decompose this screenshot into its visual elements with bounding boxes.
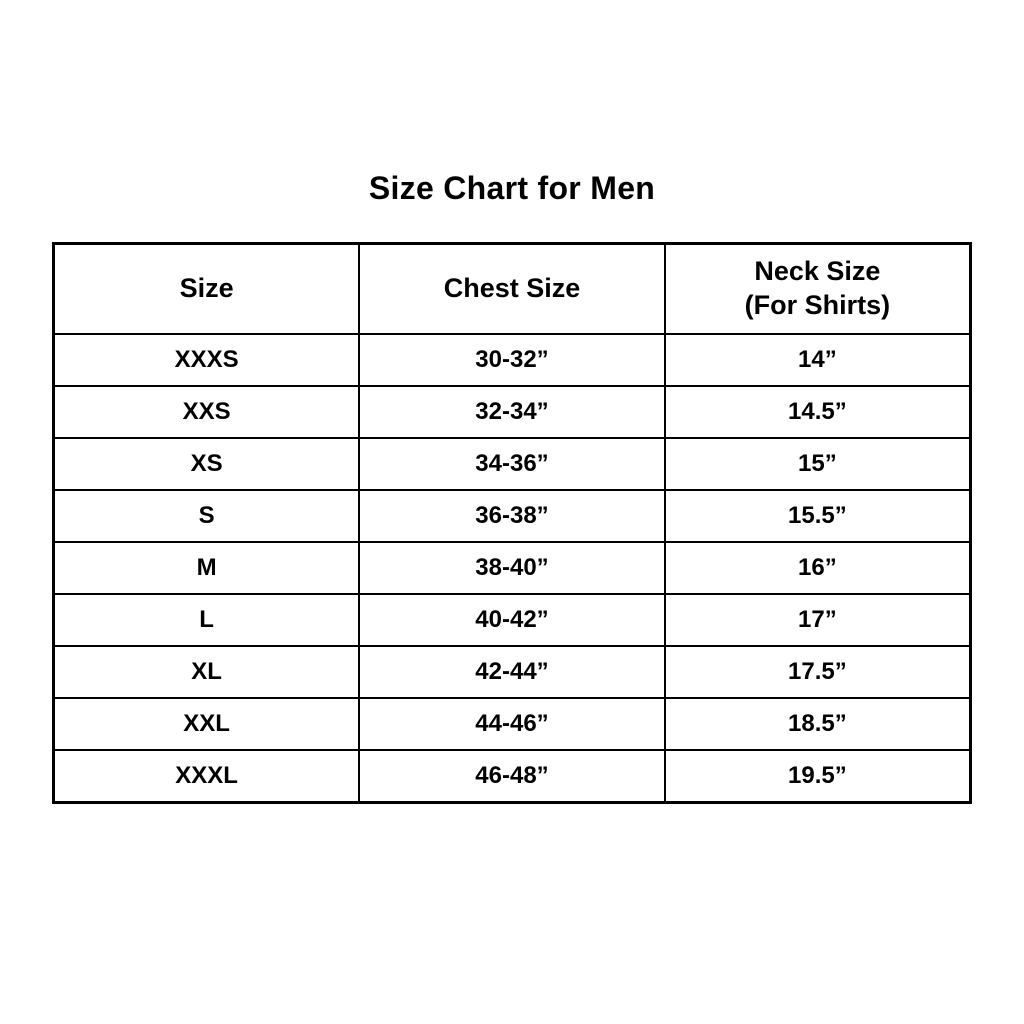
- chest-size-cell: 36-38”: [359, 490, 665, 542]
- table-body: [54, 334, 971, 803]
- chest-size-cell: 32-34”: [359, 386, 665, 438]
- table-row: [54, 490, 971, 542]
- table-row: [54, 750, 971, 803]
- table-row: [54, 386, 971, 438]
- chest-size-cell: 42-44”: [359, 646, 665, 698]
- table-header-row: [54, 244, 971, 335]
- table-row: [54, 542, 971, 594]
- size-cell: XS: [54, 438, 360, 490]
- neck-size-cell: 15.5”: [665, 490, 971, 542]
- column-header-size: Size: [54, 244, 360, 335]
- table-row: [54, 594, 971, 646]
- table-head: [54, 244, 971, 335]
- table-row: [54, 334, 971, 386]
- size-cell: XXL: [54, 698, 360, 750]
- neck-size-cell: 19.5”: [665, 750, 971, 803]
- table-row: [54, 698, 971, 750]
- neck-size-cell: 15”: [665, 438, 971, 490]
- size-cell: XXS: [54, 386, 360, 438]
- neck-size-cell: 18.5”: [665, 698, 971, 750]
- size-cell: S: [54, 490, 360, 542]
- page-title: Size Chart for Men: [368, 170, 656, 206]
- chest-size-cell: 30-32”: [359, 334, 665, 386]
- chest-size-cell: 34-36”: [359, 438, 665, 490]
- chest-size-cell: 46-48”: [359, 750, 665, 803]
- neck-size-cell: 16”: [665, 542, 971, 594]
- table-row: [54, 646, 971, 698]
- size-cell: XL: [54, 646, 360, 698]
- neck-size-cell: 17”: [665, 594, 971, 646]
- size-cell: L: [54, 594, 360, 646]
- neck-size-cell: 14.5”: [665, 386, 971, 438]
- column-header-neck-size: Neck Size (For Shirts): [665, 244, 971, 335]
- table-row: [54, 438, 971, 490]
- chest-size-cell: 38-40”: [359, 542, 665, 594]
- column-header-chest-size: Chest Size: [359, 244, 665, 335]
- size-cell: M: [54, 542, 360, 594]
- size-cell: XXXL: [54, 750, 360, 803]
- size-chart-table: [52, 242, 972, 804]
- chest-size-cell: 40-42”: [359, 594, 665, 646]
- chest-size-cell: 44-46”: [359, 698, 665, 750]
- size-cell: XXXS: [54, 334, 360, 386]
- neck-size-cell: 17.5”: [665, 646, 971, 698]
- neck-size-cell: 14”: [665, 334, 971, 386]
